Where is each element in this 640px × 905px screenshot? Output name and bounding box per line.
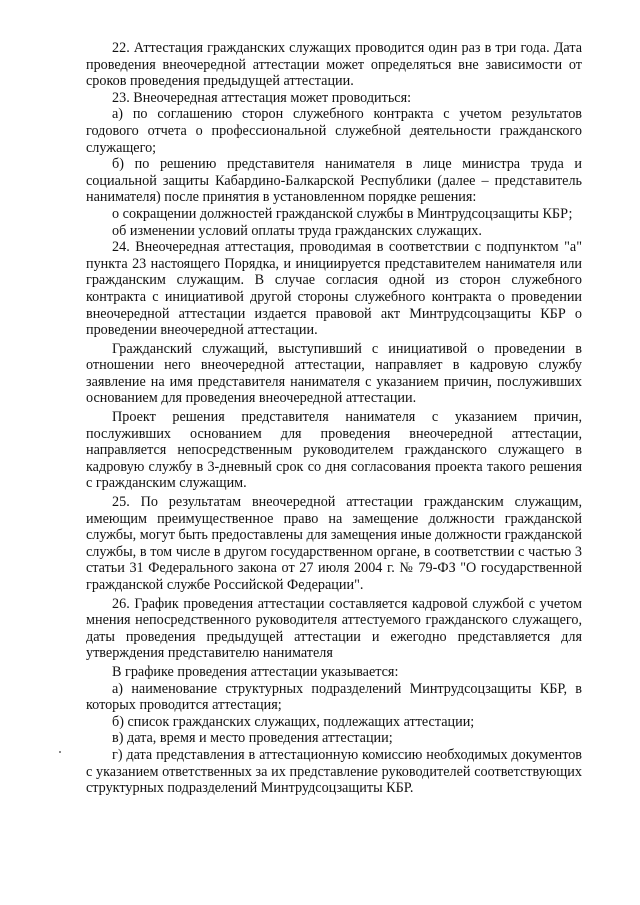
paragraph-24-draft: Проект решения представителя нанимателя с указанием причин, послуживших основанием для проведения внеочередной аттестации, направляется непосредственным руководителем гражданского служащего в кадровую службу в 3-дневный срок со дня согласования проекта такого решения с гражданским служащим. (86, 409, 582, 492)
paragraph-23-b-2: об изменении условий оплаты труда гражданских служащих. (112, 222, 482, 239)
document-body (86, 40, 582, 797)
scan-speck (59, 751, 61, 753)
paragraph-26-d: г) дата представления в аттестационную комиссию необходимых документов с указанием ответственных за их представление руководителей соответствующих структурных подразделений Минтрудсоцзащиты КБР. (86, 746, 582, 797)
paragraph-26-heading: В графике проведения аттестации указывается: (112, 663, 399, 680)
paragraph-23-a: а) по соглашению сторон служебного контракта с учетом результатов годового отчета о профессиональной служебной деятельности гражданского служащего; (86, 106, 582, 156)
paragraph-22: 22. Аттестация гражданских служащих проводится один раз в три года. Дата проведения внеочередной аттестации может определяться вне зависимости от сроков проведения предыдущей аттестации. (86, 40, 582, 90)
paragraph-24-employee: Гражданский служащий, выступивший с инициативой о проведении в отношении него внеочередной аттестации, направляет в кадровую службу заявление на имя представителя нанимателя с указанием причин, послуживших основанием для проведения внеочередной аттестации. (86, 340, 582, 407)
paragraph-23-b-1: о сокращении должностей гражданской службы в Минтрудсоцзащиты КБР; (112, 205, 573, 222)
paragraph-24: 24. Внеочередная аттестация, проводимая в соответствии с подпунктом "а" пункта 23 настоящего Порядка, и инициируется представителем нанимателя или гражданским служащим. В случае согласия одной из сторон служебного контракта с инициативой другой стороны служебного контракта о проведении внеочередной аттестации издается правовой акт Минтрудсоцзащиты КБР о проведении внеочередной аттестации. (86, 239, 582, 339)
paragraph-23: 23. Внеочередная аттестация может проводиться: (112, 89, 412, 106)
paragraph-26: 26. График проведения аттестации составляется кадровой службой с учетом мнения непосредственного руководителя аттестуемого гражданского служащего, даты проведения предыдущей аттестации и ежегодно представляется для утверждения представителю нанимателя (86, 595, 582, 662)
paragraph-26-c: в) дата, время и место проведения аттестации; (112, 730, 393, 747)
paragraph-26-b: б) список гражданских служащих, подлежащих аттестации; (112, 713, 475, 730)
paragraph-26-a: а) наименование структурных подразделений Минтрудсоцзащиты КБР, в которых проводится аттестация; (86, 680, 582, 714)
paragraph-25: 25. По результатам внеочередной аттестации гражданским служащим, имеющим преимущественное право на замещение должности гражданской службы, могут быть предоставлены для замещения иные должности гражданской службы, в том числе в другом государственном органе, в соответствии с частью 3 статьи 31 Федерального закона от 27 июля 2004 г. № 79-ФЗ "О государственной гражданской службе Российской Федерации". (86, 494, 582, 593)
paragraph-23-b: б) по решению представителя нанимателя в лице министра труда и социальной защиты Кабардино-Балкарской Республики (далее – представитель нанимателя) после принятия в установленном порядке решения: (86, 156, 582, 206)
